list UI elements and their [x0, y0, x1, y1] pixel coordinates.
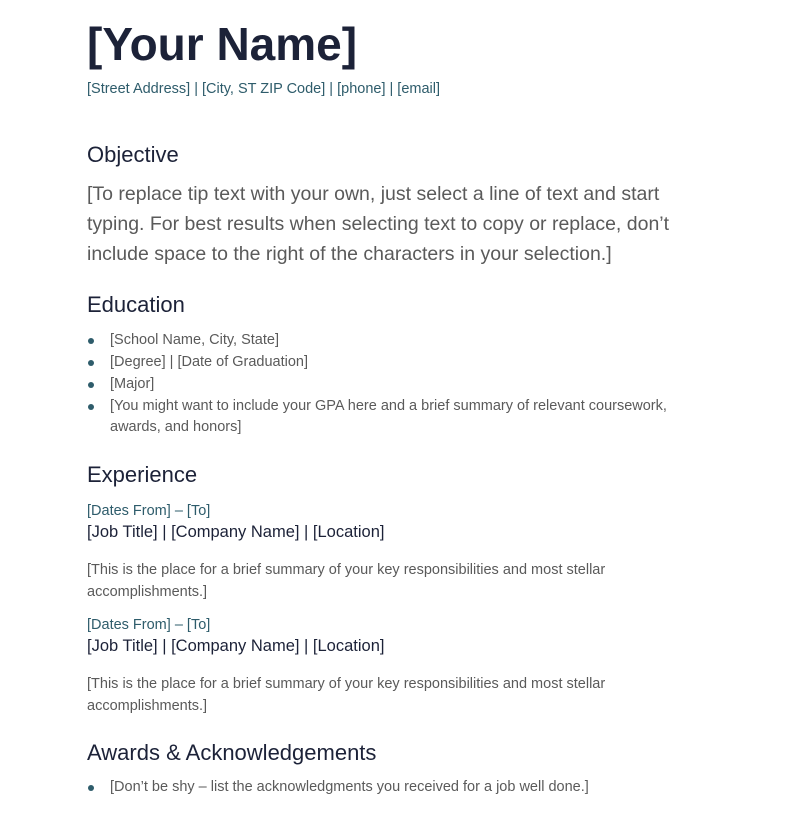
- list-item[interactable]: [87, 777, 707, 798]
- bullet-icon: [88, 382, 94, 388]
- objective-text[interactable]: [To replace tip text with your own, just select a line of text and start typing. For best results when selecting text to copy or replace, don’t include space to the right of the characters in your selection.]: [87, 183, 670, 265]
- list-item[interactable]: [87, 330, 707, 351]
- bullet-icon: [88, 360, 94, 366]
- awards-list: [87, 777, 707, 799]
- education-heading[interactable]: Education: [87, 292, 185, 317]
- education-item-major: [Major]: [110, 376, 155, 392]
- education-list: [87, 330, 707, 439]
- bullet-icon: [88, 338, 94, 344]
- contact-info[interactable]: [Street Address] | [City, ST ZIP Code] | [phone] | [email]: [87, 81, 441, 97]
- awards-heading[interactable]: Awards & Acknowledgements: [87, 740, 377, 765]
- objective-heading[interactable]: Objective: [87, 142, 179, 167]
- job-1-summary[interactable]: [This is the place for a brief summary of your key responsibilities and most stellar accomplishments.]: [87, 562, 606, 600]
- resume-name[interactable]: [Your Name]: [87, 18, 358, 70]
- list-item[interactable]: [87, 352, 707, 373]
- bullet-icon: [88, 404, 94, 410]
- list-item[interactable]: [87, 396, 707, 438]
- job-2-dates[interactable]: [Dates From] – [To]: [87, 617, 211, 633]
- job-2-title[interactable]: [Job Title] | [Company Name] | [Location]: [87, 637, 385, 655]
- job-1-title[interactable]: [Job Title] | [Company Name] | [Location]: [87, 523, 385, 541]
- awards-item: [Don’t be shy – list the acknowledgments you received for a job well done.]: [110, 779, 589, 795]
- education-item-degree: [Degree] | [Date of Graduation]: [110, 354, 309, 370]
- job-2-summary[interactable]: [This is the place for a brief summary of your key responsibilities and most stellar accomplishments.]: [87, 676, 606, 714]
- experience-heading[interactable]: Experience: [87, 462, 198, 487]
- bullet-icon: [88, 785, 94, 791]
- education-item-gpa: [You might want to include your GPA here and a brief summary of relevant coursework, awards, and honors]: [110, 398, 667, 435]
- job-1-dates[interactable]: [Dates From] – [To]: [87, 503, 211, 519]
- education-item-school: [School Name, City, State]: [110, 332, 279, 348]
- list-item[interactable]: [87, 374, 707, 395]
